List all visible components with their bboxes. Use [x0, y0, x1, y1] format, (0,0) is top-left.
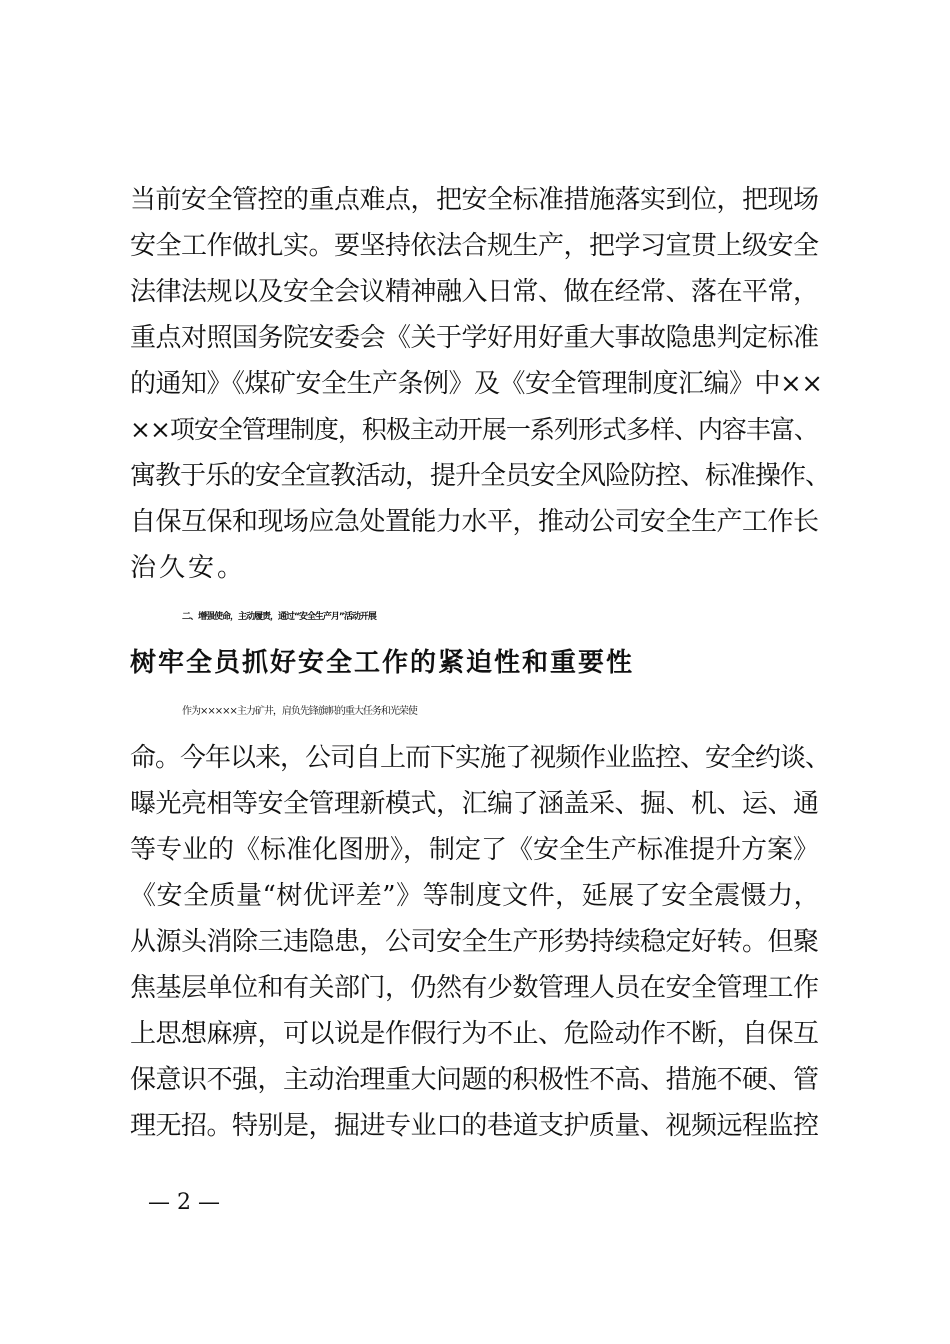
text-line: 从源头消除三违隐患，公司安全生产形势持续稳定好转。但聚 — [130, 927, 819, 957]
heading-line: 树牢全员抓好安全工作的紧迫性和重要性 — [130, 648, 635, 678]
text-line: 曝光亮相等安全管理新模式，汇编了涵盖采、掘、机、运、通 — [130, 789, 819, 819]
text-line: 当前安全管控的重点难点，把安全标准措施落实到位，把现场 — [130, 185, 819, 215]
text-line: 上思想麻痹，可以说是作假行为不止、危险动作不断，自保互 — [130, 1019, 819, 1049]
text-line: 保意识不强，主动治理重大问题的积极性不高、措施不硬、管 — [130, 1065, 819, 1095]
text-line: 自保互保和现场应急处置能力水平，推动公司安全生产工作长 — [130, 507, 819, 537]
text-line: 命。今年以来，公司自上而下实施了视频作业监控、安全约谈、 — [130, 743, 831, 773]
text-line: 的通知》《煤矿安全生产条例》及《安全管理制度汇编》中×× — [130, 369, 823, 399]
text-line: 安全工作做扎实。要坚持依法合规生产，把学习宣贯上级安全 — [130, 231, 819, 261]
heading-line: 二、增强使命，主动履责，通过“安全生产月”活动开展 — [182, 612, 376, 622]
text-line: 作为×××××主力矿井，肩负先锋旗帜的重大任务和光荣使 — [182, 706, 417, 717]
text-line: 《安全质量“树优评差”》等制度文件，延展了安全震慑力， — [130, 881, 821, 911]
text-line: 法律法规以及安全会议精神融入日常、做在经常、落在平常， — [130, 277, 819, 307]
text-line: 等专业的《标准化图册》，制定了《安全生产标准提升方案》 — [130, 835, 820, 865]
page-number: — 2 — — [148, 1190, 220, 1215]
text-line: ××项安全管理制度，积极主动开展一系列形式多样、内容丰富、 — [130, 415, 818, 444]
text-line: 重点对照国务院安委会《关于学好用好重大事故隐患判定标准 — [130, 323, 819, 353]
text-line: 治久安。 — [130, 553, 247, 583]
text-line: 寓教于乐的安全宣教活动，提升全员安全风险防控、标准操作、 — [130, 461, 831, 491]
text-line: 理无招。特别是，掘进专业口的巷道支护质量、视频远程监控 — [130, 1111, 819, 1141]
text-line: 焦基层单位和有关部门，仍然有少数管理人员在安全管理工作 — [130, 973, 819, 1003]
